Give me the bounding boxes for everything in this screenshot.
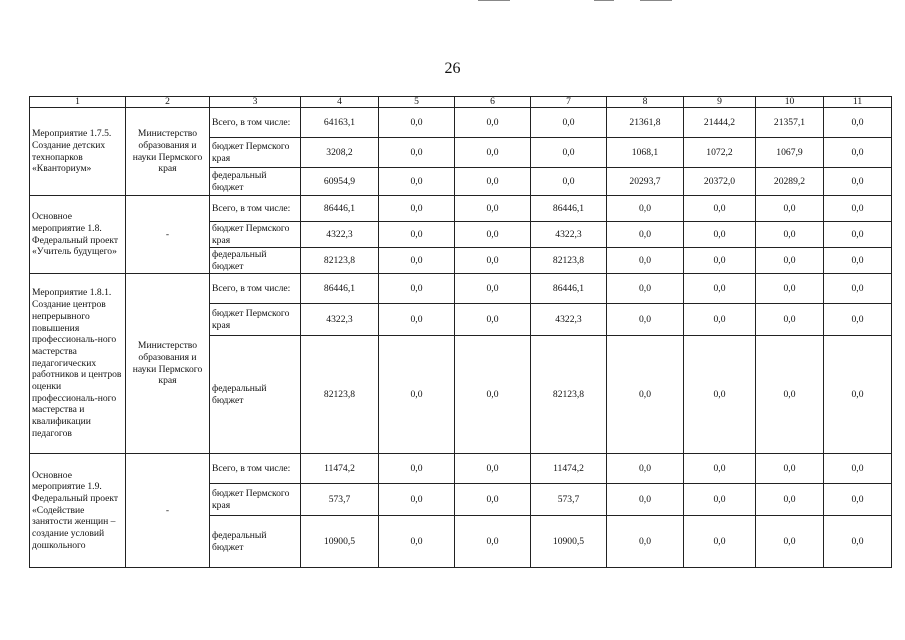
funding-source-cell: Всего, в том числе: — [210, 454, 301, 484]
amount-cell: 0,0 — [379, 138, 455, 168]
amount-cell: 573,7 — [301, 484, 379, 516]
amount-cell: 0,0 — [824, 108, 892, 138]
amount-cell: 0,0 — [607, 222, 684, 248]
amount-cell: 0,0 — [455, 516, 531, 568]
column-header: 3 — [210, 97, 301, 108]
amount-cell: 0,0 — [684, 222, 756, 248]
amount-cell: 64163,1 — [301, 108, 379, 138]
amount-cell: 21361,8 — [607, 108, 684, 138]
amount-cell: 86446,1 — [531, 274, 607, 304]
amount-cell: 0,0 — [531, 168, 607, 196]
column-header: 7 — [531, 97, 607, 108]
amount-cell: 21444,2 — [684, 108, 756, 138]
column-header: 2 — [126, 97, 210, 108]
amount-cell: 0,0 — [379, 196, 455, 222]
amount-cell: 20293,7 — [607, 168, 684, 196]
column-header: 6 — [455, 97, 531, 108]
funding-source-cell: федеральный бюджет — [210, 248, 301, 274]
funding-source-cell: федеральный бюджет — [210, 336, 301, 454]
amount-cell: 86446,1 — [301, 274, 379, 304]
amount-cell: 86446,1 — [531, 196, 607, 222]
amount-cell: 4322,3 — [301, 304, 379, 336]
amount-cell: 0,0 — [379, 222, 455, 248]
amount-cell: 0,0 — [684, 336, 756, 454]
funding-source-cell: федеральный бюджет — [210, 168, 301, 196]
amount-cell: 21357,1 — [756, 108, 824, 138]
amount-cell: 0,0 — [684, 248, 756, 274]
amount-cell: 1072,2 — [684, 138, 756, 168]
amount-cell: 0,0 — [607, 516, 684, 568]
table-row — [30, 108, 892, 138]
amount-cell: 0,0 — [756, 248, 824, 274]
column-header: 10 — [756, 97, 824, 108]
column-header: 9 — [684, 97, 756, 108]
table-row — [30, 454, 892, 484]
amount-cell: 0,0 — [607, 304, 684, 336]
amount-cell: 0,0 — [455, 454, 531, 484]
amount-cell: 0,0 — [684, 516, 756, 568]
measure-name-cell: Основное мероприятие 1.9. Федеральный проект «Содействие занятости женщин – создание условий дошкольного — [30, 454, 126, 568]
column-header: 8 — [607, 97, 684, 108]
measure-name-cell: Мероприятие 1.7.5. Создание детских технопарков «Кванториум» — [30, 108, 126, 196]
amount-cell: 86446,1 — [301, 196, 379, 222]
executor-cell: - — [126, 196, 210, 274]
funding-source-cell: федеральный бюджет — [210, 516, 301, 568]
amount-cell: 0,0 — [824, 168, 892, 196]
funding-source-cell: Всего, в том числе: — [210, 196, 301, 222]
measure-name-cell: Мероприятие 1.8.1. Создание центров непрерывного повышения профессиональ-ного мастерства педагогических работников и центров оценки профессиональ-ного мастерства и квалификации педагогов — [30, 274, 126, 454]
amount-cell: 11474,2 — [301, 454, 379, 484]
executor-cell: - — [126, 454, 210, 568]
amount-cell: 4322,3 — [301, 222, 379, 248]
measure-name-cell: Основное мероприятие 1.8. Федеральный проект «Учитель будущего» — [30, 196, 126, 274]
amount-cell: 0,0 — [607, 274, 684, 304]
amount-cell: 0,0 — [756, 336, 824, 454]
amount-cell: 3208,2 — [301, 138, 379, 168]
amount-cell: 0,0 — [531, 108, 607, 138]
amount-cell: 0,0 — [607, 196, 684, 222]
amount-cell: 0,0 — [756, 274, 824, 304]
amount-cell: 0,0 — [684, 454, 756, 484]
column-header: 11 — [824, 97, 892, 108]
executor-cell: Министерство образования и науки Пермского края — [126, 274, 210, 454]
scan-mark — [478, 0, 510, 1]
amount-cell: 0,0 — [379, 304, 455, 336]
amount-cell: 0,0 — [379, 516, 455, 568]
amount-cell: 0,0 — [824, 196, 892, 222]
amount-cell: 0,0 — [756, 454, 824, 484]
amount-cell: 82123,8 — [301, 336, 379, 454]
amount-cell: 0,0 — [824, 516, 892, 568]
amount-cell: 1067,9 — [756, 138, 824, 168]
amount-cell: 0,0 — [455, 304, 531, 336]
column-header: 4 — [301, 97, 379, 108]
amount-cell: 0,0 — [607, 454, 684, 484]
amount-cell: 0,0 — [455, 336, 531, 454]
amount-cell: 0,0 — [756, 516, 824, 568]
amount-cell: 0,0 — [824, 454, 892, 484]
funding-source-cell: бюджет Пермского края — [210, 222, 301, 248]
amount-cell: 0,0 — [455, 108, 531, 138]
amount-cell: 0,0 — [756, 484, 824, 516]
amount-cell: 0,0 — [824, 304, 892, 336]
executor-cell: Министерство образования и науки Пермского края — [126, 108, 210, 196]
funding-source-cell: Всего, в том числе: — [210, 274, 301, 304]
amount-cell: 0,0 — [455, 168, 531, 196]
amount-cell: 10900,5 — [301, 516, 379, 568]
amount-cell: 4322,3 — [531, 304, 607, 336]
amount-cell: 0,0 — [607, 248, 684, 274]
amount-cell: 0,0 — [379, 108, 455, 138]
scan-mark — [640, 0, 672, 1]
amount-cell: 573,7 — [531, 484, 607, 516]
amount-cell: 0,0 — [379, 168, 455, 196]
amount-cell: 0,0 — [455, 196, 531, 222]
amount-cell: 0,0 — [756, 304, 824, 336]
amount-cell: 82123,8 — [531, 336, 607, 454]
amount-cell: 82123,8 — [531, 248, 607, 274]
amount-cell: 0,0 — [379, 336, 455, 454]
funding-source-cell: бюджет Пермского края — [210, 484, 301, 516]
amount-cell: 0,0 — [684, 304, 756, 336]
budget-table — [29, 96, 892, 568]
amount-cell: 0,0 — [756, 222, 824, 248]
table-row — [30, 196, 892, 222]
column-header: 1 — [30, 97, 126, 108]
amount-cell: 0,0 — [684, 484, 756, 516]
amount-cell: 4322,3 — [531, 222, 607, 248]
amount-cell: 0,0 — [455, 222, 531, 248]
amount-cell: 10900,5 — [531, 516, 607, 568]
column-header-row — [30, 97, 892, 108]
amount-cell: 0,0 — [684, 196, 756, 222]
amount-cell: 0,0 — [379, 484, 455, 516]
amount-cell: 60954,9 — [301, 168, 379, 196]
amount-cell: 0,0 — [455, 138, 531, 168]
amount-cell: 0,0 — [824, 336, 892, 454]
scan-mark — [594, 0, 614, 1]
page-number: 26 — [444, 60, 461, 77]
amount-cell: 0,0 — [824, 274, 892, 304]
amount-cell: 0,0 — [379, 248, 455, 274]
amount-cell: 0,0 — [824, 484, 892, 516]
amount-cell: 0,0 — [455, 484, 531, 516]
amount-cell: 0,0 — [607, 336, 684, 454]
funding-source-cell: бюджет Пермского края — [210, 138, 301, 168]
column-header: 5 — [379, 97, 455, 108]
amount-cell: 0,0 — [824, 222, 892, 248]
amount-cell: 0,0 — [824, 138, 892, 168]
table-row — [30, 274, 892, 304]
amount-cell: 0,0 — [455, 248, 531, 274]
amount-cell: 0,0 — [379, 274, 455, 304]
amount-cell: 0,0 — [531, 138, 607, 168]
amount-cell: 20372,0 — [684, 168, 756, 196]
amount-cell: 0,0 — [455, 274, 531, 304]
funding-source-cell: бюджет Пермского края — [210, 304, 301, 336]
amount-cell: 0,0 — [684, 274, 756, 304]
funding-source-cell: Всего, в том числе: — [210, 108, 301, 138]
amount-cell: 0,0 — [756, 196, 824, 222]
amount-cell: 0,0 — [607, 484, 684, 516]
amount-cell: 20289,2 — [756, 168, 824, 196]
amount-cell: 0,0 — [824, 248, 892, 274]
amount-cell: 1068,1 — [607, 138, 684, 168]
amount-cell: 0,0 — [379, 454, 455, 484]
amount-cell: 82123,8 — [301, 248, 379, 274]
amount-cell: 11474,2 — [531, 454, 607, 484]
